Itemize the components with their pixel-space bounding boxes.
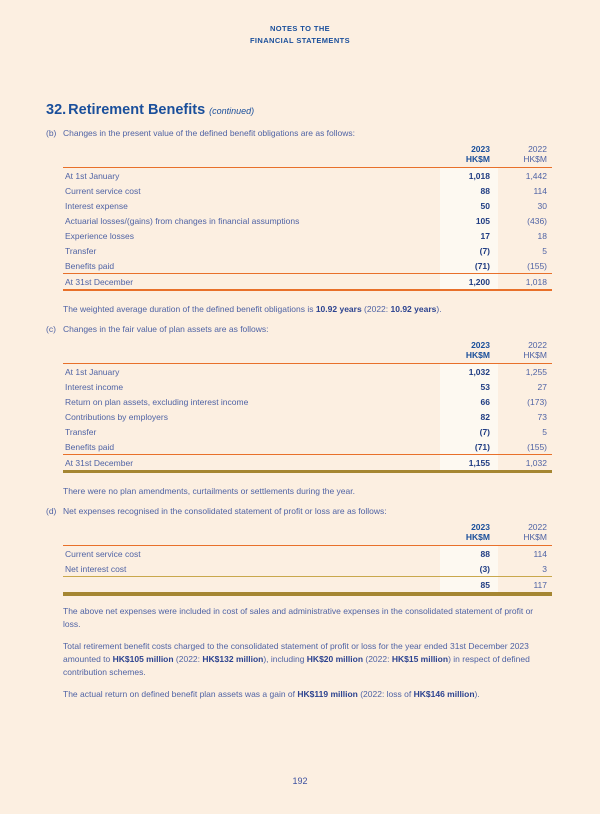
table-total-row <box>63 273 552 289</box>
value-2023: 53 <box>440 379 498 394</box>
table-row <box>63 183 552 198</box>
item-c-intro <box>46 324 552 335</box>
value-2023: 85 <box>440 577 498 592</box>
value-2022: 1,255 <box>525 366 547 377</box>
value-2022: 18 <box>537 230 547 241</box>
value-2022: (155) <box>527 441 547 452</box>
page-number: 192 <box>292 776 308 786</box>
value-2022: 117 <box>533 579 547 590</box>
row-label: Benefits paid <box>65 260 115 271</box>
row-label: Contributions by employers <box>65 411 168 422</box>
value-2023: (7) <box>440 424 498 439</box>
table-row <box>63 379 552 394</box>
value-2022: 1,442 <box>525 170 547 181</box>
row-label: Net interest cost <box>65 563 127 574</box>
header-line-2: FINANCIAL STATEMENTS <box>249 36 351 45</box>
table-row <box>63 228 552 243</box>
value-2022: 5 <box>542 426 547 437</box>
table-row <box>63 198 552 213</box>
column-header-2023: 2023 HK$M <box>465 144 490 164</box>
row-label: At 31st December <box>65 457 134 468</box>
table-row <box>63 213 552 228</box>
header-line-1: NOTES TO THE <box>269 24 331 33</box>
section-continued-label: (continued) <box>209 106 255 116</box>
table-benefit-obligations <box>63 144 552 291</box>
value-2023: 1,155 <box>440 455 498 470</box>
value-2023: 88 <box>440 183 498 198</box>
value-2022: 5 <box>542 245 547 256</box>
table-header <box>63 144 552 168</box>
value-2023: 50 <box>440 198 498 213</box>
row-label: Benefits paid <box>65 441 115 452</box>
value-2023: 82 <box>440 409 498 424</box>
item-d-text: Net expenses recognised in the consolidated statement of profit or loss are as follows: <box>63 506 387 516</box>
row-label: At 1st January <box>65 366 120 377</box>
value-2023: (71) <box>440 439 498 454</box>
value-2022: (173) <box>527 396 547 407</box>
column-header-2023: 2023 HK$M <box>465 522 490 542</box>
row-label: Current service cost <box>65 548 141 559</box>
value-2023: (71) <box>440 258 498 273</box>
column-header-2022: 2022 HK$M <box>523 144 547 164</box>
row-label: Actuarial losses/(gains) from changes in financial assumptions <box>65 215 300 226</box>
value-2023: 1,200 <box>440 274 498 289</box>
value-2023: 66 <box>440 394 498 409</box>
paragraph-net-expenses: The above net expenses were included in cost of sales and administrative expenses in the consolidated statement of profit or loss. <box>63 606 534 629</box>
item-b-intro <box>46 128 552 139</box>
row-label: Transfer <box>65 245 97 256</box>
row-label: At 1st January <box>65 170 120 181</box>
table-row <box>63 561 552 576</box>
table-row <box>63 394 552 409</box>
value-2022: 114 <box>533 548 547 559</box>
value-2023: 1,018 <box>440 168 498 183</box>
row-label: Interest income <box>65 381 124 392</box>
table-total-row <box>63 454 552 470</box>
note-weighted-duration: The weighted average duration of the defined benefit obligations is 10.92 years (2022: 10.92 years). <box>63 304 442 314</box>
value-2023: 105 <box>440 213 498 228</box>
document-header <box>0 0 600 47</box>
row-label: Experience losses <box>65 230 134 241</box>
row-label: Current service cost <box>65 185 141 196</box>
value-2022: 1,018 <box>525 276 547 287</box>
table-row <box>63 409 552 424</box>
value-2022: 27 <box>537 381 547 392</box>
table-row <box>63 364 552 379</box>
row-label: At 31st December <box>65 276 134 287</box>
table-row <box>63 424 552 439</box>
item-b-marker: (b) <box>46 128 57 138</box>
section-title: Retirement Benefits <box>68 102 206 118</box>
value-2023: (7) <box>440 243 498 258</box>
row-label: Return on plan assets, excluding interest income <box>65 396 249 407</box>
value-2022: (155) <box>527 260 547 271</box>
row-label: Interest expense <box>65 200 128 211</box>
value-2022: 30 <box>537 200 547 211</box>
value-2023: (3) <box>440 561 498 576</box>
paragraph-actual-return: The actual return on defined benefit plan assets was a gain of HK$119 million (2022: loss of HK$146 million). <box>63 689 480 699</box>
item-d-marker: (d) <box>46 506 57 516</box>
table-net-expenses <box>63 522 552 596</box>
value-2022: 3 <box>542 563 547 574</box>
row-label: Transfer <box>65 426 97 437</box>
value-2022: 1,032 <box>525 457 547 468</box>
column-header-2022: 2022 HK$M <box>523 340 547 360</box>
table-row <box>63 439 552 454</box>
column-header-2023: 2023 HK$M <box>465 340 490 360</box>
table-plan-assets <box>63 340 552 473</box>
table-row <box>63 258 552 273</box>
total-double-rule <box>63 592 552 596</box>
table-row <box>63 168 552 183</box>
table-header <box>63 522 552 546</box>
value-2022: 73 <box>537 411 547 422</box>
section-number: 32. <box>46 102 67 118</box>
item-c-text: Changes in the fair value of plan assets are as follows: <box>63 324 269 334</box>
value-2022: 114 <box>533 185 547 196</box>
note-no-amendments: There were no plan amendments, curtailments or settlements during the year. <box>63 486 355 496</box>
value-2023: 88 <box>440 546 498 561</box>
section-heading <box>46 101 552 120</box>
value-2023: 17 <box>440 228 498 243</box>
column-header-2022: 2022 HK$M <box>523 522 547 542</box>
item-c-marker: (c) <box>46 324 56 334</box>
table-row <box>63 243 552 258</box>
value-2022: (436) <box>527 215 547 226</box>
table-row <box>63 546 552 561</box>
table-header <box>63 340 552 364</box>
table-total-row <box>63 576 552 592</box>
item-d-intro <box>46 506 552 517</box>
value-2023: 1,032 <box>440 364 498 379</box>
item-b-text: Changes in the present value of the defined benefit obligations are as follows: <box>63 128 356 138</box>
paragraph-total-costs: Total retirement benefit costs charged to the consolidated statement of profit or loss for the year ended 31st December 2023 amounted to HK$105 million (2022: HK$132 million), including HK$20 million (2022: HK$15 million) in respect of defined contribution schemes. <box>63 641 530 677</box>
